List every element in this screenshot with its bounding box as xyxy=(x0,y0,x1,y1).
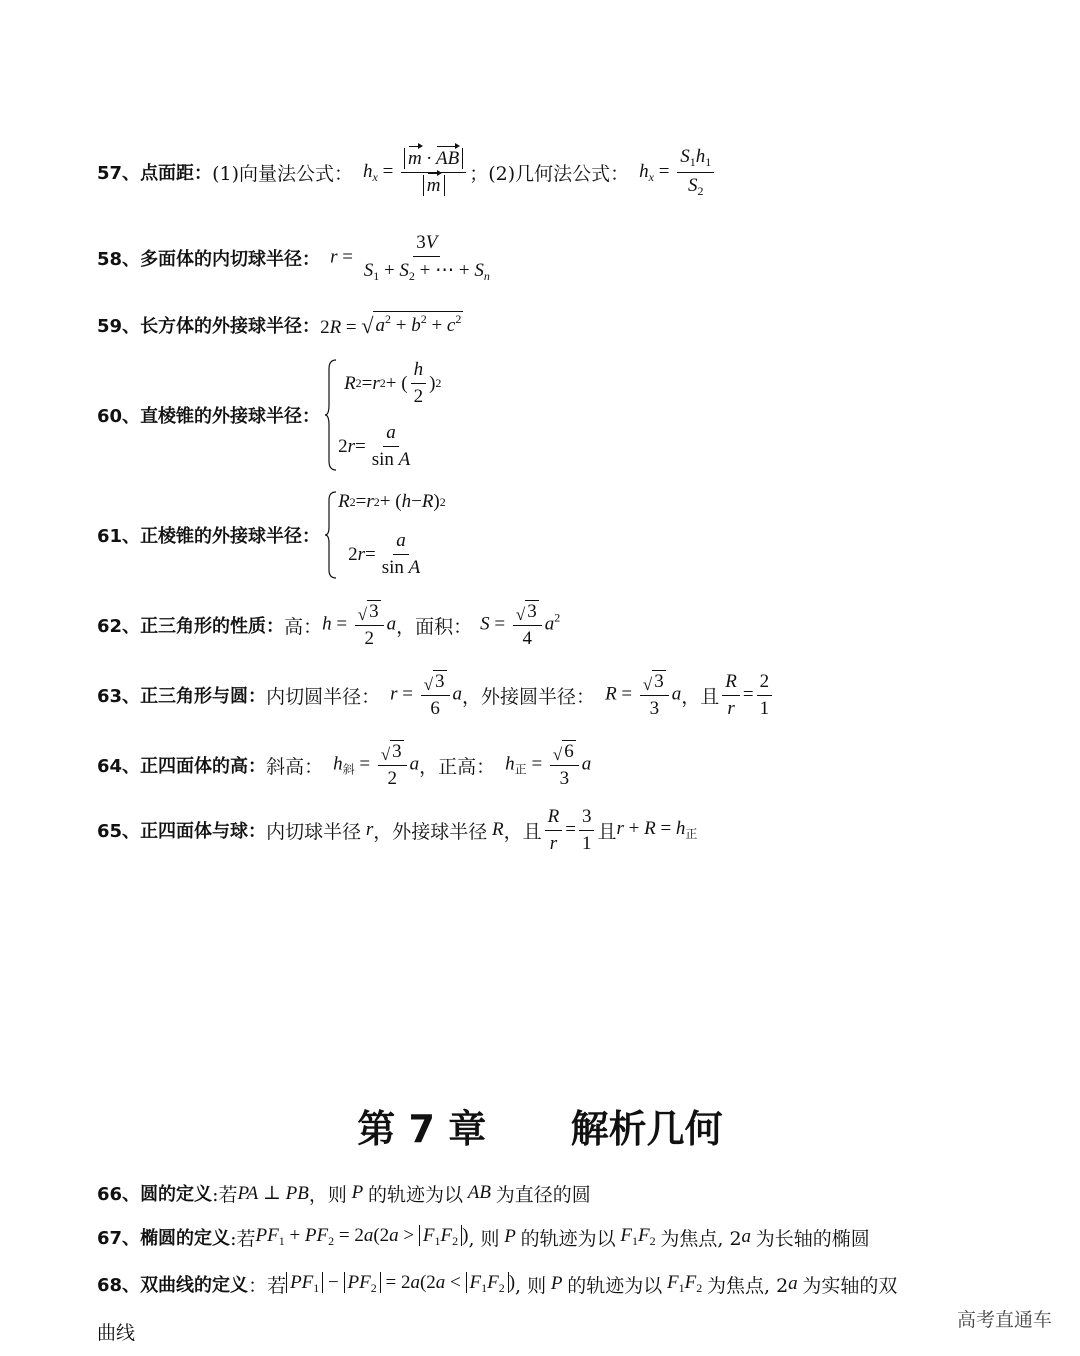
item-title: 正三角形与圆： xyxy=(140,686,267,707)
formula-66: PA ⊥ PB xyxy=(237,1182,309,1204)
item-title: 长方体的外接球半径： xyxy=(140,316,321,337)
item-67 xyxy=(97,1220,870,1254)
separator: ； xyxy=(469,162,489,185)
item-text: 为焦点, 2 xyxy=(660,1227,742,1250)
item-66 xyxy=(97,1178,591,1208)
item-title: 正四面体与球： xyxy=(140,821,267,842)
brace-icon xyxy=(324,491,338,579)
formula-system-61: R 2 = r 2 + ( h − R ) 2 2 r = $\frac{a}{\text{sin A}}$ xyxy=(324,491,446,579)
var-P: P xyxy=(346,1182,368,1203)
item-title: 双曲线的定义 xyxy=(140,1275,249,1296)
item-text: 且 xyxy=(597,820,617,843)
item-title: 直棱锥的外接球半径： xyxy=(140,406,321,427)
var-P: P xyxy=(546,1273,568,1294)
item-text: ，正高： xyxy=(419,755,496,778)
var-P: P xyxy=(499,1226,521,1247)
formula-62b: S = √ 3 4 $a^2$ xyxy=(480,601,561,649)
formula-65b: $r + R = h_正$ xyxy=(616,818,698,841)
formula-57b: $h_x$ = $\frac{S_1h_1}{S_2}$ xyxy=(639,146,717,199)
item-57 xyxy=(97,132,717,212)
item-number: 59、 xyxy=(97,316,141,337)
item-text: ，外接圆半径： xyxy=(462,685,596,708)
var-F1F2: $F_1F_2$ xyxy=(662,1272,703,1295)
item-text: ，面积： xyxy=(396,615,473,638)
item-number: 60、 xyxy=(97,406,141,427)
item-text: (1)向量法公式： xyxy=(212,162,353,185)
var-a: a xyxy=(788,1273,803,1294)
chapter-title: 解析几何 xyxy=(570,1107,723,1151)
item-58 xyxy=(97,228,496,288)
formula-system-60: R 2 = r 2 + ( $\frac{h}{2}$ ) 2 2 r = $\frac{a}{\text{sin A}}$ xyxy=(324,359,441,471)
item-number: 66、 xyxy=(97,1184,141,1205)
watermark: 高考直通车 xyxy=(956,1309,1052,1331)
formula-58: r = $\frac{3V}{S_1 + S_2 + \cdots + S_n}$ xyxy=(330,232,490,283)
item-text: 高： xyxy=(284,615,323,638)
formula-63a: r = √ 3 6 a xyxy=(390,671,463,719)
item-text: 内切圆半径： xyxy=(266,685,381,708)
formula-62a: h = √ 3 2 a xyxy=(322,601,397,649)
var-r: r xyxy=(361,819,374,840)
item-text: (2)几何法公式： xyxy=(488,162,630,185)
item-title: 多面体的内切球半径： xyxy=(140,249,321,270)
item-text: ，外接球半径 xyxy=(373,820,488,843)
formula-67: $PF_1 + PF_2 = 2a(2a > F_1F_2$ ) xyxy=(255,1225,469,1248)
item-text: 内切球半径 xyxy=(266,820,362,843)
item-text: ，则 xyxy=(308,1183,347,1206)
formula-57a: $h_x$ = $\frac{m \cdot AB}{m}$ xyxy=(363,148,469,197)
item-number: 57、 xyxy=(97,163,141,184)
formula-63b: R = √ 3 3 a xyxy=(605,671,682,719)
item-text: 的轨迹为以 xyxy=(520,1227,616,1250)
var-F1F2: $F_1F_2$ xyxy=(615,1225,656,1248)
formula-64a: $h_斜$ = √ 3 2 a xyxy=(333,741,420,789)
chapter-heading xyxy=(0,1098,1080,1153)
item-61 xyxy=(97,490,446,580)
item-68 xyxy=(97,1266,897,1302)
item-number: 67、 xyxy=(97,1228,141,1249)
item-text: , 则 xyxy=(515,1274,547,1297)
item-text: :若 xyxy=(230,1227,256,1250)
item-text: 为长轴的椭圆 xyxy=(755,1227,870,1250)
item-number: 63、 xyxy=(97,686,141,707)
var-a: a xyxy=(741,1226,756,1247)
item-title: 正三角形的性质： xyxy=(140,616,285,637)
item-number: 65、 xyxy=(97,821,141,842)
item-number: 61、 xyxy=(97,526,141,547)
item-text: 为焦点, 2 xyxy=(706,1274,789,1297)
var-AB: AB xyxy=(462,1182,496,1203)
item-text: ：若 xyxy=(248,1274,287,1297)
var-R: R xyxy=(487,819,504,840)
item-text: , 则 xyxy=(468,1227,500,1250)
item-60 xyxy=(97,358,441,472)
item-title: 正四面体的高： xyxy=(140,756,267,777)
formula-65a: $\frac{R}{r}$ = $\frac{3}{1}$ xyxy=(542,806,598,855)
brace-icon xyxy=(324,359,338,471)
formula-63c: $\frac{R}{r}$ = $\frac{2}{1}$ xyxy=(719,671,775,720)
item-text: ，且 xyxy=(503,820,542,843)
formula-68: $PF_1 - PF_2 = 2a(2a < F_1F_2$ ) xyxy=(286,1272,515,1296)
item-title: 圆的定义 xyxy=(140,1184,213,1205)
item-title: 正棱锥的外接球半径： xyxy=(140,526,321,547)
item-title: 点面距： xyxy=(140,163,213,184)
item-65 xyxy=(97,804,697,856)
item-text: 为实轴的双 xyxy=(802,1274,898,1297)
item-number: 62、 xyxy=(97,616,141,637)
item-68-continuation: 曲线 xyxy=(97,1322,136,1344)
item-text: 的轨迹为以 xyxy=(367,1183,463,1206)
item-text: ，且 xyxy=(681,685,720,708)
item-text: 的轨迹为以 xyxy=(567,1274,663,1297)
item-63 xyxy=(97,668,775,722)
item-number: 58、 xyxy=(97,249,141,270)
item-62 xyxy=(97,600,560,650)
item-text: 斜高： xyxy=(266,755,324,778)
formula-64b: $h_正$ = √ 6 3 a xyxy=(505,741,592,789)
item-text: :若 xyxy=(212,1183,238,1206)
item-59 xyxy=(97,305,463,345)
item-text: 为直径的圆 xyxy=(495,1183,591,1206)
item-title: 椭圆的定义 xyxy=(140,1228,231,1249)
chapter-number: 第 7 章 xyxy=(357,1107,487,1151)
formula-59: 2R = √ $a^2 + b^2 + c^2$ xyxy=(320,312,462,338)
item-number: 68、 xyxy=(97,1275,141,1296)
item-number: 64、 xyxy=(97,756,141,777)
item-64 xyxy=(97,738,591,792)
